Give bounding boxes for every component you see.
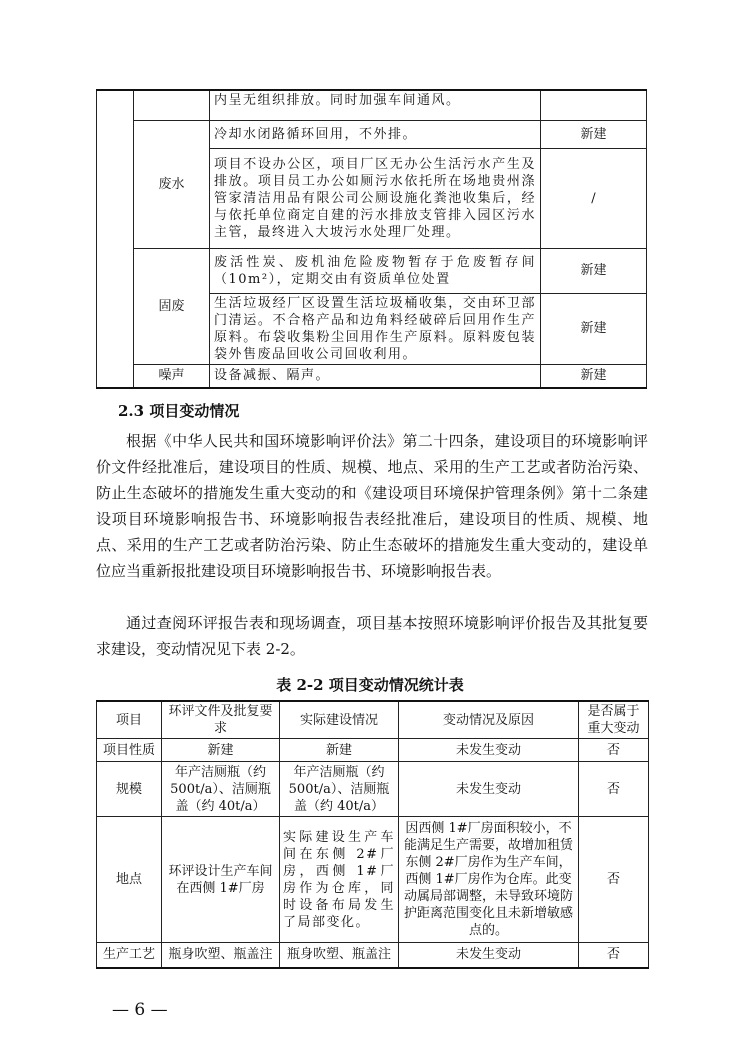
table-row: 项目性质 新建 新建 未发生变动 否 [97,739,649,762]
pollution-measures-table [96,89,647,389]
table-row: 地点 环评设计生产车间在西侧 1#厂房 实际建设生产车间在东侧 2#厂房，西侧 1#厂房作为仓库，同时设备布局发生了局部变化。 因西侧 1#厂房面积较小，不能满足生产需要，故增加租赁东侧 2#厂房作为生产车间，西侧 1#厂房作为仓库。此变动属局部调整，未导致环境防护距离范围变化且未新增敏感点的。 否 [97,817,649,943]
table-row: 内呈无组织排放。同时加强车间通风。 [97,90,647,120]
table-row: 噪声 设备减振、隔声。 新建 [97,364,647,388]
table-row: 固废 废活性炭、废机油危险废物暂存于危废暂存间（10m²），定期交由有资质单位处置 新建 [97,248,647,293]
paragraph: 根据《中华人民共和国环境影响评价法》第二十四条，建设项目的环境影响评价文件经批准后，建设项目的性质、规模、地点、采用的生产工艺或者防治污染、防止生态破坏的措施发生重大变动的和《建设项目环境保护管理条例》第十二条建设项目环境影响报告书、环境影响报告表经批准后，建设项目的性质、规模、地点、采用的生产工艺或者防治污染、防止生态破坏的措施发生重大变动的，建设单位应当重新报批建设项目环境影响报告书、环境影响报告表。 [96,432,648,580]
table-row: 废水 冷却水闭路循环回用，不外排。 新建 [97,120,647,148]
table-row: 规模 年产洁厕瓶（约500t/a）、洁厕瓶盖（约 40t/a） 年产洁厕瓶（约500t/a）、洁厕瓶盖（约 40t/a） 未发生变动 否 [97,762,649,817]
page-number: — 6 — [112,1000,168,1020]
table-row: 项目不设办公区，项目厂区无办公生活污水产生及排放。项目员工办公如厕污水依托所在场地贵州涤管家清洁用品有限公司公厕设施化粪池收集后，经与依托单位商定自建的污水排放支管排入园区污水主管，最终进入大坡污水处理厂处理。 / [97,148,647,248]
table-row: 生产工艺 瓶身吹塑、瓶盖注 瓶身吹塑、瓶盖注 未发生变动 否 [97,943,649,968]
table-header-row: 项目 环评文件及批复要求 实际建设情况 变动情况及原因 是否属于重大变动 [97,701,649,739]
table-caption: 表 2-2 项目变动情况统计表 [276,676,464,694]
table-row: 生活垃圾经厂区设置生活垃圾桶收集，交由环卫部门清运。不合格产品和边角料经破碎后回用作生产原料。布袋收集粉尘回用作生产原料。原料废包装袋外售废品回收公司回收利用。 新建 [97,293,647,364]
paragraph: 通过查阅环评报告表和现场调查，项目基本按照环境影响评价报告及其批复要求建设，变动情况见下表 2-2。 [96,614,648,658]
section-heading: 2.3 项目变动情况 [118,402,240,420]
project-change-table [96,700,649,969]
